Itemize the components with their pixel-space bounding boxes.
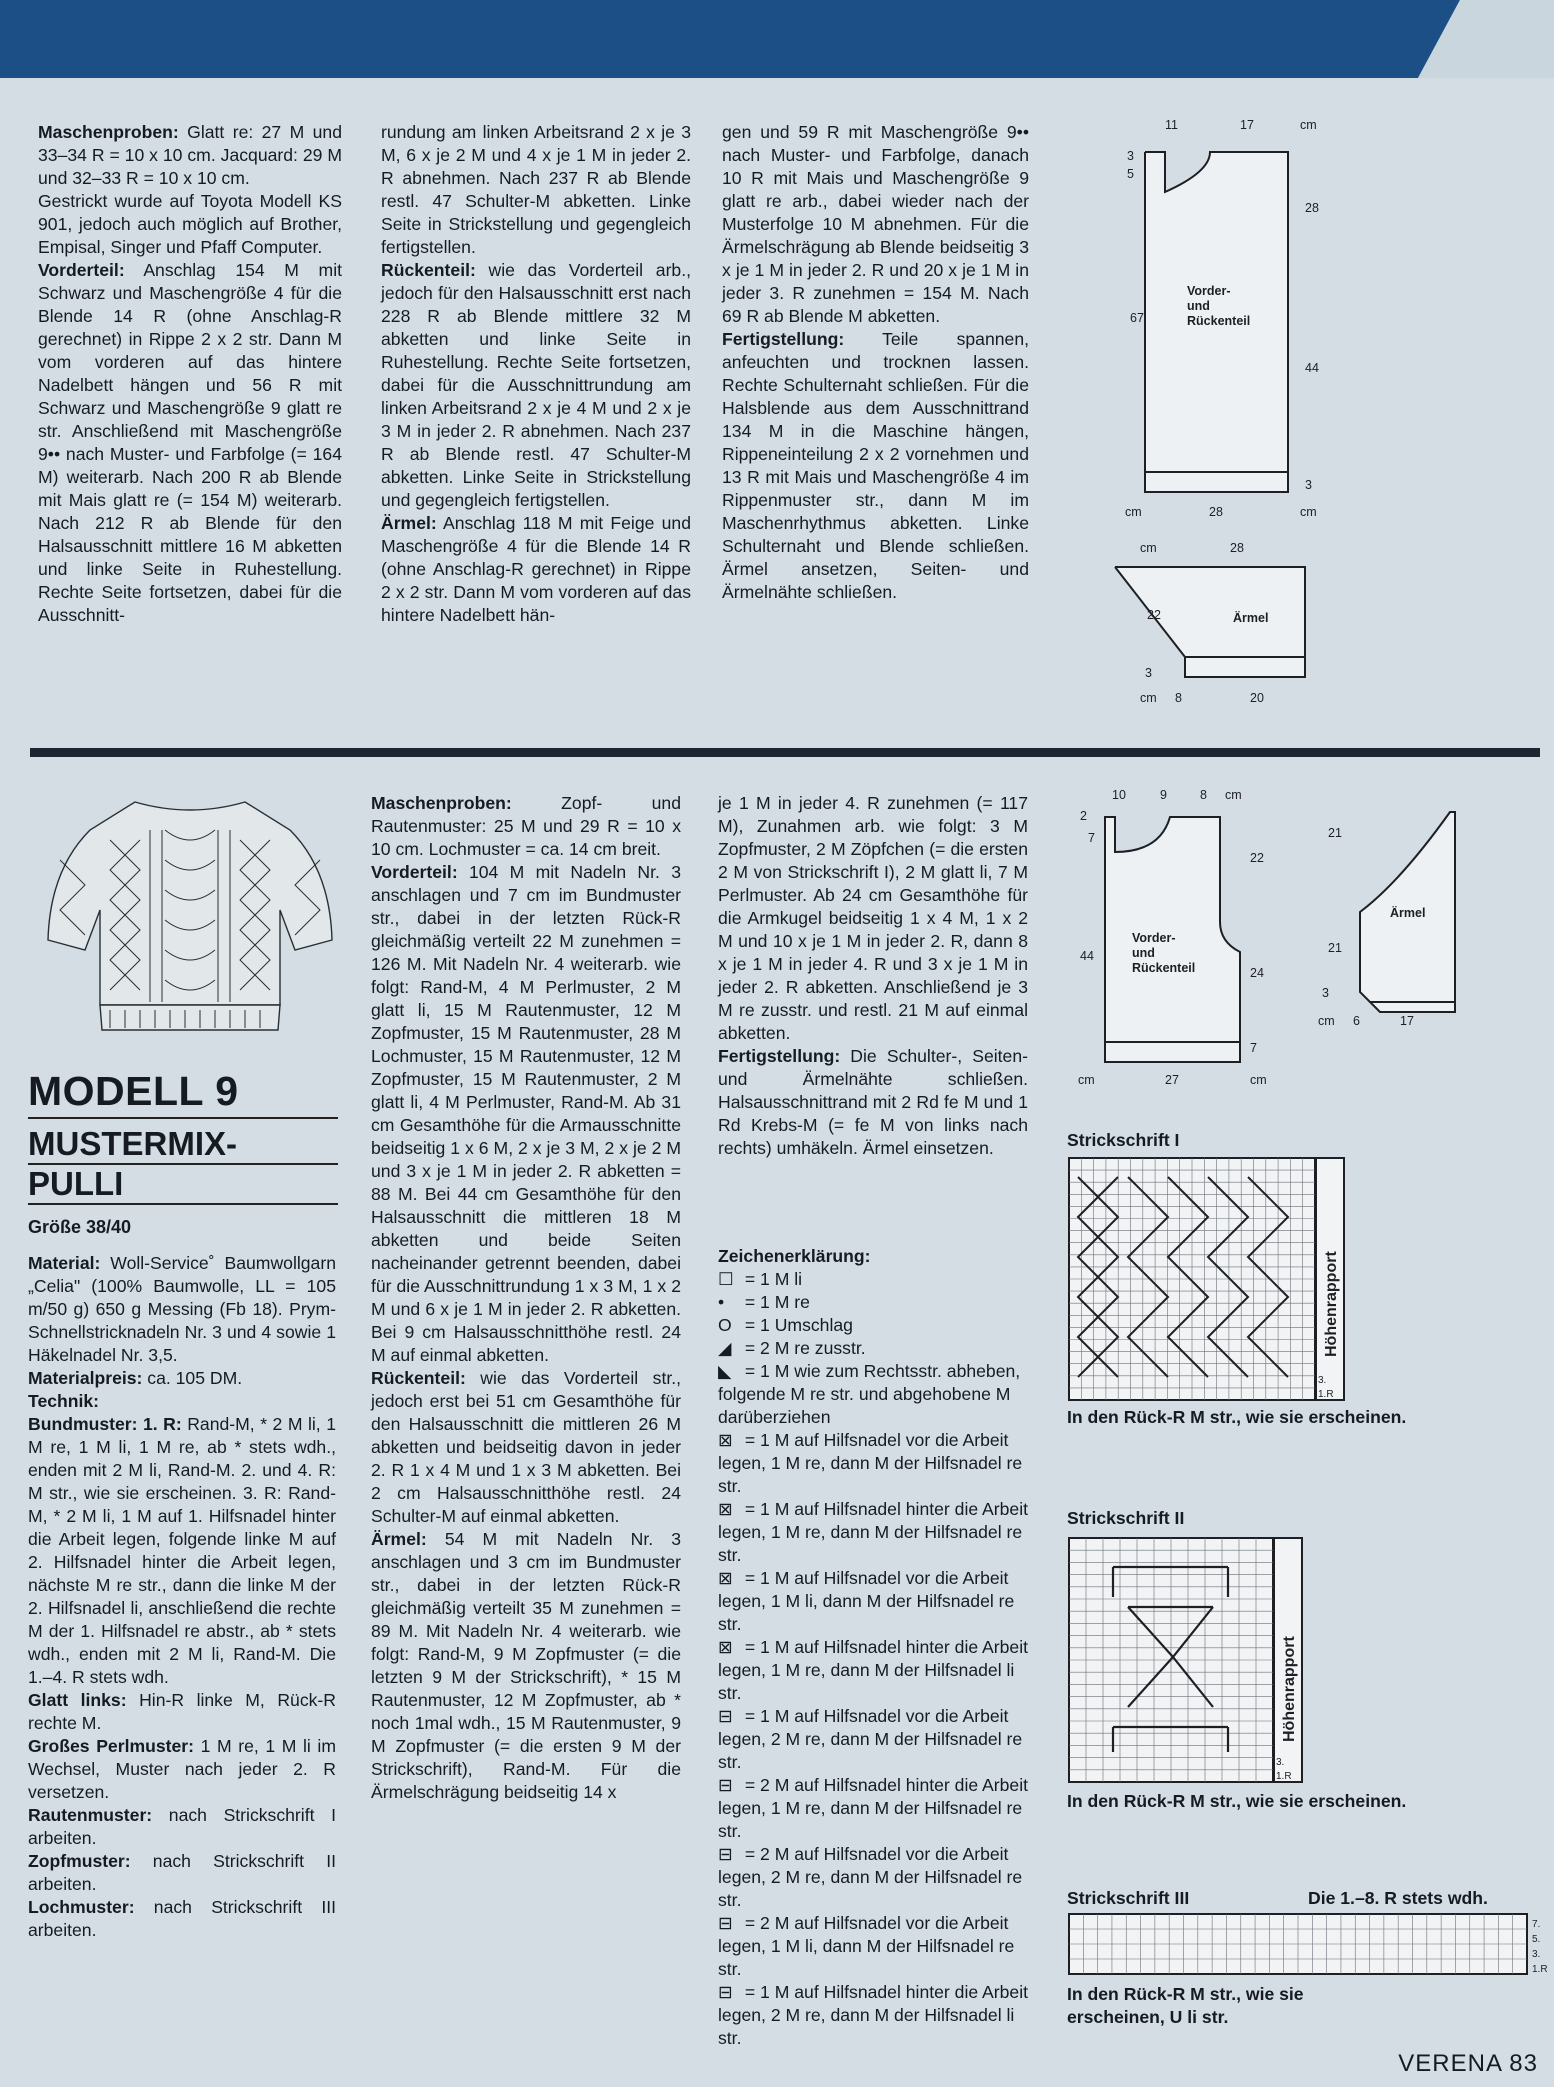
bot-col3-paragraph-text: Die Schulter-, Seiten- und Ärmelnähte schließen. Halsausschnittrand mit 2 Rd fe M und 1 Rd Krebs-M (= fe M von links nach rechts) umhäkeln. Ärmel einsetzen. [718, 1046, 1028, 1158]
bot-col3-paragraph-heading: Fertigstellung: [718, 1046, 841, 1066]
bot-col2-paragraph-text: Zopf- und Rautenmuster: 25 M und 29 R = 10 x 10 cm. Lochmuster = ca. 14 cm breit. [371, 793, 681, 859]
chart3-note-line-1: In den Rück-R M str., wie sie [1067, 1984, 1304, 2004]
top-col1-paragraph-text: Anschlag 154 M mit Schwarz und Maschengröße 4 für die Blende 14 R (ohne Anschlag-R gerechnet) in Rippe 2 x 2 str. Dann M vom vorderen auf das hintere Nadelbett hängen und 56 R mit Schwarz und Maschengröße 9 glatt re str. Anschließend mit Maschengröße 9•• nach Muster- und Farbfolge (= 164 M) weiterarb. Nach 200 R ab Blende mit Mais glatt re (= 154 M) weiterarb. Nach 212 R ab Blende für den Halsausschnitt mittlere 16 M abketten und linke Seite in Ruhestellung. Rechte Seite fortsetzen, dabei für die Ausschnitt- [38, 260, 342, 625]
chart3-grid [1068, 1913, 1548, 1979]
sleeve-left-height: 22 [1147, 608, 1161, 622]
top-col1-paragraph-heading: Vorderteil: [38, 260, 125, 280]
legend [718, 1245, 1028, 2050]
b-diagram-piece-1: Vorder- [1132, 931, 1176, 945]
diagram-right-lower: 44 [1305, 361, 1319, 375]
legend-item [718, 1843, 1028, 1912]
top-col2-paragraph [381, 512, 691, 627]
chart2-title: Strickschrift II [1067, 1508, 1185, 1528]
bot-col1-paragraph-text: nach Strickschrift III arbeiten. [28, 1897, 336, 1940]
b-diagram-right-bottom: 7 [1250, 1041, 1257, 1055]
legend-item [718, 1774, 1028, 1843]
top-col2-paragraph-heading: Rückenteil: [381, 260, 476, 280]
chart3-note [1067, 1983, 1427, 2029]
bot-col1-paragraph [28, 1390, 336, 1413]
diagram-top-label-2: 17 [1240, 118, 1254, 132]
bot-col1-paragraph [28, 1735, 336, 1804]
top-text-column-3 [722, 121, 1029, 604]
bot-col1-paragraph [28, 1413, 336, 1689]
b-diagram-left-small-2: 7 [1088, 831, 1095, 845]
bot-col1-paragraph-heading: Bundmuster: 1. R: [28, 1414, 182, 1434]
b-sleeve-bottom-small: 6 [1353, 1014, 1360, 1028]
b-sleeve-bottom-width: 17 [1400, 1014, 1414, 1028]
bottom-text-column-3 [718, 792, 1028, 1160]
legend-item [718, 1636, 1028, 1705]
sleeve-bottom-unit: cm [1140, 691, 1157, 705]
bottom-schematic-diagram [1070, 782, 1510, 1092]
bot-col1-paragraph-heading: Zopfmuster: [28, 1851, 131, 1871]
top-col1-paragraph-text: Gestrickt wurde auf Toyota Modell KS 901, jedoch auch möglich auf Brother, Empisal, Singer und Pfaff Computer. [38, 191, 342, 257]
footer-brand: VERENA [1398, 2050, 1502, 2077]
bot-col1-paragraph [28, 1896, 336, 1942]
bottom-text-column-1 [28, 1252, 336, 1942]
legend-title: Zeichenerklärung: [718, 1246, 871, 1266]
chart1-title: Strickschrift I [1067, 1130, 1180, 1150]
top-col3-paragraph [722, 328, 1029, 604]
bot-col1-paragraph-heading: Materialpreis: [28, 1368, 143, 1388]
chart2-row-1: 1.R [1276, 1771, 1292, 1782]
bot-col1-paragraph [28, 1252, 336, 1367]
b-diagram-piece-3: Rückenteil [1132, 961, 1196, 975]
diagram-right-upper: 28 [1305, 201, 1319, 215]
bot-col1-paragraph-text: ca. 105 DM. [142, 1368, 243, 1388]
top-col1-paragraph-heading: Maschenproben: [38, 122, 179, 142]
legend-text: = 2 M auf Hilfsnadel vor die Arbeit legen, 2 M re, dann M der Hilfsnadel re str. [718, 1844, 1023, 1910]
legend-symbol-icon: ⊟ [718, 1982, 733, 2002]
diagram-top-label-1: 11 [1165, 118, 1178, 132]
legend-item [718, 1314, 1028, 1337]
b-diagram-bottom-unit-left: cm [1078, 1073, 1095, 1087]
legend-text: = 1 M auf Hilfsnadel hinter die Arbeit legen, 2 M re, dann M der Hilfsnadel li str. [718, 1982, 1029, 2048]
b-diagram-right-lower: 24 [1250, 966, 1264, 980]
bot-col2-paragraph [371, 1528, 681, 1804]
chart1-note: In den Rück-R M str., wie sie erscheinen. [1067, 1407, 1407, 1427]
chart3-row-7: 7. [1532, 1919, 1541, 1930]
legend-item [718, 1567, 1028, 1636]
chart1-grid [1068, 1157, 1348, 1407]
bot-col1-paragraph-text: 1 M re, 1 M li im Wechsel, Muster nach jeder 2. R versetzen. [28, 1736, 336, 1802]
legend-symbol-icon: ⊟ [718, 1844, 733, 1864]
legend-symbol-icon: ◣ [718, 1361, 732, 1381]
diagram-left-small-1: 3 [1127, 149, 1134, 163]
b-diagram-bottom-unit-right: cm [1250, 1073, 1267, 1087]
b-sleeve-bottom-unit: cm [1318, 1014, 1335, 1028]
legend-item [718, 1360, 1028, 1429]
top-col2-paragraph-heading: Ärmel: [381, 513, 437, 533]
legend-item [718, 1429, 1028, 1498]
bot-col1-paragraph [28, 1367, 336, 1390]
legend-text: = 2 M auf Hilfsnadel hinter die Arbeit legen, 1 M re, dann M der Hilfsnadel re str. [718, 1775, 1029, 1841]
legend-item [718, 1981, 1028, 2050]
diagram-top-label-unit: cm [1300, 118, 1317, 132]
chart3-row-1: 1.R [1532, 1964, 1548, 1975]
bot-col1-paragraph-text: Hin-R linke M, Rück-R rechte M. [28, 1690, 336, 1733]
chart3-title: Strickschrift III [1067, 1888, 1190, 1908]
sleeve-label: Ärmel [1233, 611, 1269, 625]
legend-symbol-icon: ⊠ [718, 1499, 733, 1519]
top-text-column-1 [38, 121, 342, 627]
legend-symbol-icon: O [718, 1315, 732, 1335]
top-col3-paragraph-text: gen und 59 R mit Maschengröße 9•• nach Muster- und Farbfolge, danach 10 R mit Mais und Maschengröße 9 glatt re arb., dabei wieder nach der Musterfolge 10 M abnehmen. Für die Ärmelschrägung ab Blende beidseitig 3 x je 1 M in jeder 2. R und 20 x je 1 M in jeder 3. R zunehmen = 154 M. Nach 69 R ab Blende M abketten. [722, 122, 1029, 326]
chart1-row-1: 1.R [1318, 1389, 1334, 1400]
section-divider [30, 748, 1540, 757]
top-col3-paragraph [722, 121, 1029, 328]
b-diagram-right-upper: 22 [1250, 851, 1264, 865]
top-col2-paragraph [381, 259, 691, 512]
legend-list [718, 1268, 1028, 2050]
legend-text: = 1 M li [740, 1269, 803, 1289]
b-diagram-top-3: 8 [1200, 788, 1207, 802]
legend-symbol-icon: • [718, 1292, 725, 1312]
bot-col3-paragraph-text: je 1 M in jeder 4. R zunehmen (= 117 M), Zunahmen arb. wie folgt: 3 M Zopfmuster, 2 M Zöpfchen (= die ersten 2 M von Strickschrift I), 2 M glatt li, 7 M Perlmuster. Ab 24 cm Gesamthöhe für die Armkugel beidseitig 1 x 4 M, 1 x 2 M und 10 x je 1 M in jeder 2. R, dann 8 x je 1 M in jeder 4. R und 3 x je 1 M in jeder 2. R abketten. Anschließend je 3 M re zusstr. und restl. 21 M auf einmal abketten. [718, 793, 1028, 1043]
bot-col2-paragraph-heading: Maschenproben: [371, 793, 512, 813]
chart3-repeat: Die 1.–8. R stets wdh. [1308, 1888, 1488, 1908]
chart3-row-3: 3. [1532, 1949, 1541, 1960]
model-title: MODELL 9 [28, 1068, 338, 1119]
bot-col2-paragraph-heading: Ärmel: [371, 1529, 427, 1549]
bot-col1-paragraph-heading: Glatt links: [28, 1690, 127, 1710]
legend-text: = 2 M auf Hilfsnadel vor die Arbeit legen, 1 M li, dann M der Hilfsnadel re str. [718, 1913, 1015, 1979]
bot-col3-paragraph [718, 792, 1028, 1045]
b-sleeve-label: Ärmel [1390, 906, 1426, 920]
bot-col2-paragraph [371, 861, 681, 1367]
b-diagram-top-unit: cm [1225, 788, 1242, 802]
chart3-row-5: 5. [1532, 1934, 1541, 1945]
diagram-bottom-unit-left: cm [1125, 505, 1142, 519]
bot-col2-paragraph-text: wie das Vorderteil str., jedoch erst bei 51 cm Gesamthöhe für den Halsausschnitt die mittleren 26 M abketten und beidseitig davon in jeder 2. R 1 x 4 M und 1 x 3 M abketten. Bei 2 cm Halsausschnitthöhe restl. 24 Schulter-M auf einmal abketten. [371, 1368, 681, 1526]
bot-col1-paragraph-text: Rand-M, * 2 M li, 1 M re, 1 M li, 1 M re, ab * stets wdh., enden mit 2 M li, Rand-M. 2. und 4. R: M str., wie sie erscheinen. 3. R: Rand-M, * 2 M li, 1 M auf 1. Hilfsnadel hinter die Arbeit legen, folgende linke M auf 2. Hilfsnadel hinter die Arbeit legen, nächste M re str., dann die linke M der 2. Hilfsnadel li, anschließend die rechte M der 1. Hilfsnadel re abstr., ab * stets wdh., enden mit 2 M li, Rand-M. Die 1.–4. R stets wdh. [28, 1414, 336, 1687]
top-col1-paragraph [38, 259, 342, 627]
page-footer [1398, 2050, 1538, 2078]
model-size: Größe 38/40 [28, 1217, 132, 1237]
legend-text: = 1 M auf Hilfsnadel vor die Arbeit legen, 2 M re, dann M der Hilfsnadel re str. [718, 1706, 1023, 1772]
bot-col1-paragraph-heading: Technik: [28, 1391, 100, 1411]
bot-col2-paragraph [371, 1367, 681, 1528]
b-diagram-left-small-1: 2 [1080, 809, 1087, 823]
top-col2-paragraph [381, 121, 691, 259]
diagram-left-height: 67 [1130, 311, 1144, 325]
chart3-note-line-2: erscheinen, U li str. [1067, 2007, 1229, 2027]
top-col3-paragraph-heading: Fertigstellung: [722, 329, 845, 349]
diagram-piece-label-2: und [1187, 299, 1210, 313]
legend-item [718, 1705, 1028, 1774]
chart2-row-3: 3. [1276, 1757, 1285, 1768]
top-col1-paragraph-text: Glatt re: 27 M und 33–34 R = 10 x 10 cm. Jacquard: 29 M und 32–33 R = 10 x 10 cm. [38, 122, 342, 188]
legend-symbol-icon: ⊟ [718, 1706, 733, 1726]
bot-col1-paragraph-heading: Material: [28, 1253, 101, 1273]
diagram-right-bottom: 3 [1305, 478, 1312, 492]
sleeve-top-width: 28 [1230, 541, 1244, 555]
legend-item [718, 1291, 1028, 1314]
legend-text: = 1 M wie zum Rechtsstr. abheben, folgende M re str. und abgehobene M darüberziehen [718, 1361, 1021, 1427]
legend-symbol-icon: ◢ [718, 1338, 732, 1358]
sleeve-top-unit: cm [1140, 541, 1157, 555]
b-diagram-top-2: 9 [1160, 788, 1167, 802]
legend-symbol-icon: ☐ [718, 1269, 734, 1289]
bot-col1-paragraph [28, 1850, 336, 1896]
top-col2-paragraph-text: wie das Vorderteil arb., jedoch für den Halsausschnitt erst nach 228 R ab Blende mittlere 32 M abketten und linke Seite in Ruhestellung. Rechte Seite fortsetzen, dabei für die Ausschnittrundung am linken Arbeitsrand 2 x je 4 M und 2 x je 3 M in jeder 2. R abnehmen. Nach 237 R ab Blende restl. 47 Schulter-M abketten. Linke Seite in Strickstellung und gegengleich fertigstellen. [381, 260, 691, 510]
bot-col1-paragraph-text: nach Strickschrift II arbeiten. [28, 1851, 336, 1894]
top-col3-paragraph-text: Teile spannen, anfeuchten und trocknen lassen. Rechte Schulternaht schließen. Für die Halsblende aus dem Ausschnittrand 134 M in die Maschine hängen, Rippeneinteilung 2 x 2 vornehmen und 13 R mit Mais und Maschengröße 4 im Rippenmuster str., dann M im Maschenrhythmus abketten. Linke Schulternaht und Blende schließen. Ärmel ansetzen, Seiten- und Ärmelnähte schließen. [722, 329, 1029, 602]
bot-col1-paragraph-heading: Rautenmuster: [28, 1805, 153, 1825]
bot-col2-paragraph-heading: Vorderteil: [371, 862, 458, 882]
b-diagram-top-1: 10 [1112, 788, 1126, 802]
top-col2-paragraph-text: Anschlag 118 M mit Feige und Maschengröße 4 für die Blende 14 R (ohne Anschlag-R gerechnet) in Rippe 2 x 2 str. Dann M vom vorderen auf das hintere Nadelbett hän- [381, 513, 691, 625]
sleeve-bottom-small: 8 [1175, 691, 1182, 705]
legend-text: = 1 M re [740, 1292, 810, 1312]
bot-col2-paragraph-text: 104 M mit Nadeln Nr. 3 anschlagen und 7 cm im Bundmuster str., dabei in der letzten Rück-R gleichmäßig verteilt 22 M zunehmen = 126 M. Mit Nadeln Nr. 4 weiterarb. wie folgt: Rand-M, 4 M Perlmuster, 2 M glatt li, 15 M Rautenmuster, 12 M Zopfmuster, 15 M Rautenmuster, 28 M Lochmuster, 15 M Rautenmuster, 12 M Zopfmuster, 15 M Rautenmuster, 2 M glatt li, 4 M Perlmuster, Rand-M. Ab 31 cm Gesamthöhe für die Armausschnitte beidseitig 1 x 6 M, 2 x je 3 M, 2 x je 2 M und 3 x je 1 M in jeder 2. R abketten = 88 M. Bei 44 cm Gesamthöhe für den Halsausschnitt die mittleren 18 M abketten und beide Seiten nacheinander getrennt beenden, dabei für die Ausschnittrundung 1 x 3 M, 1 x 2 M und 6 x je 1 M in jeder 2. R abketten. Bei 9 cm Halsausschnitthöhe restl. 24 M auf einmal abketten. [371, 862, 681, 1365]
top-text-column-2 [381, 121, 691, 627]
legend-item [718, 1912, 1028, 1981]
sleeve-bottom-width: 20 [1250, 691, 1264, 705]
diagram-bottom-unit-right: cm [1300, 505, 1317, 519]
bot-col1-paragraph [28, 1804, 336, 1850]
top-col1-paragraph [38, 190, 342, 259]
diagram-piece-label-1: Vorder- [1187, 284, 1231, 298]
bot-col1-paragraph-heading: Lochmuster: [28, 1897, 135, 1917]
bot-col2-paragraph [371, 792, 681, 861]
sweater-illustration [40, 790, 340, 1035]
chart1-row-3: 3. [1318, 1375, 1327, 1386]
bot-col1-paragraph-heading: Großes Perlmuster: [28, 1736, 194, 1756]
b-diagram-bottom-width: 27 [1165, 1073, 1179, 1087]
top-col2-paragraph-text: rundung am linken Arbeitsrand 2 x je 3 M, 6 x je 2 M und 4 x je 1 M in jeder 2. R abnehmen. Nach 237 R ab Blende restl. 47 Schulter-M abketten. Linke Seite in Strickstellung und gegengleich fertigstellen. [381, 122, 691, 257]
legend-symbol-icon: ⊠ [718, 1637, 733, 1657]
b-sleeve-lower: 21 [1328, 941, 1342, 955]
diagram-piece-label-3: Rückenteil [1187, 314, 1251, 328]
bot-col1-paragraph [28, 1689, 336, 1735]
diagram-bottom-width: 28 [1209, 505, 1223, 519]
legend-text: = 1 M auf Hilfsnadel vor die Arbeit legen, 1 M re, dann M der Hilfsnadel re str. [718, 1430, 1023, 1496]
chart2-note: In den Rück-R M str., wie sie erscheinen. [1067, 1791, 1407, 1811]
bot-col3-paragraph [718, 1045, 1028, 1160]
top-schematic-diagram [1105, 112, 1355, 722]
legend-text: = 1 Umschlag [740, 1315, 853, 1335]
b-sleeve-small: 3 [1322, 986, 1329, 1000]
model-name-line-2: PULLI [28, 1165, 338, 1205]
bot-col1-paragraph-text: Woll-Service˚ Baumwollgarn „Celia" (100% Baumwolle, LL = 105 m/50 g) 650 g Messing (Fb 18). Prym-Schnellstricknadeln Nr. 3 und 4 sowie 1 Häkelnadel Nr. 3,5. [28, 1253, 336, 1365]
model-heading [28, 1068, 338, 1238]
b-sleeve-upper: 21 [1328, 826, 1342, 840]
b-diagram-piece-2: und [1132, 946, 1155, 960]
top-col1-paragraph [38, 121, 342, 190]
legend-text: = 1 M auf Hilfsnadel hinter die Arbeit legen, 1 M re, dann M der Hilfsnadel re str. [718, 1499, 1029, 1565]
legend-symbol-icon: ⊟ [718, 1913, 733, 1933]
bot-col1-paragraph-text: nach Strickschrift I arbeiten. [28, 1805, 336, 1848]
b-diagram-left-height: 44 [1080, 949, 1094, 963]
model-name-line-1: MUSTERMIX- [28, 1125, 338, 1165]
diagram-left-small-2: 5 [1127, 167, 1134, 181]
sleeve-left-small: 3 [1145, 666, 1152, 680]
chart2-side-label: Höhenrapport [1281, 1636, 1298, 1742]
bottom-text-column-2 [371, 792, 681, 1804]
chart2-grid [1068, 1537, 1308, 1787]
legend-text: = 2 M re zusstr. [740, 1338, 866, 1358]
bot-col2-paragraph-heading: Rückenteil: [371, 1368, 466, 1388]
legend-text: = 1 M auf Hilfsnadel vor die Arbeit legen, 1 M li, dann M der Hilfsnadel re str. [718, 1568, 1015, 1634]
top-banner [0, 0, 1554, 78]
legend-text: = 1 M auf Hilfsnadel hinter die Arbeit legen, 1 M re, dann M der Hilfsnadel li str. [718, 1637, 1029, 1703]
legend-symbol-icon: ⊟ [718, 1775, 733, 1795]
legend-item [718, 1337, 1028, 1360]
legend-symbol-icon: ⊠ [718, 1430, 733, 1450]
legend-item [718, 1268, 1028, 1291]
chart1-side-label: Höhenrapport [1323, 1251, 1340, 1357]
footer-page-number: 83 [1509, 2050, 1538, 2077]
legend-item [718, 1498, 1028, 1567]
legend-symbol-icon: ⊠ [718, 1568, 733, 1588]
bot-col2-paragraph-text: 54 M mit Nadeln Nr. 3 anschlagen und 3 cm im Bundmuster str., dabei in der letzten Rück-R gleichmäßig verteilt 35 M zunehmen = 89 M. Mit Nadeln Nr. 4 weiterarb. wie folgt: Rand-M, 9 M Zopfmuster (= die letzten 9 M der Strickschrift), * 15 M Rautenmuster, 12 M Zopfmuster, ab * noch 1mal wdh., 15 M Rautenmuster, 9 M Zopfmuster (= die ersten 9 M der Strickschrift), Rand-M. Für die Ärmelschrägung beidseitig 14 x [371, 1529, 681, 1802]
